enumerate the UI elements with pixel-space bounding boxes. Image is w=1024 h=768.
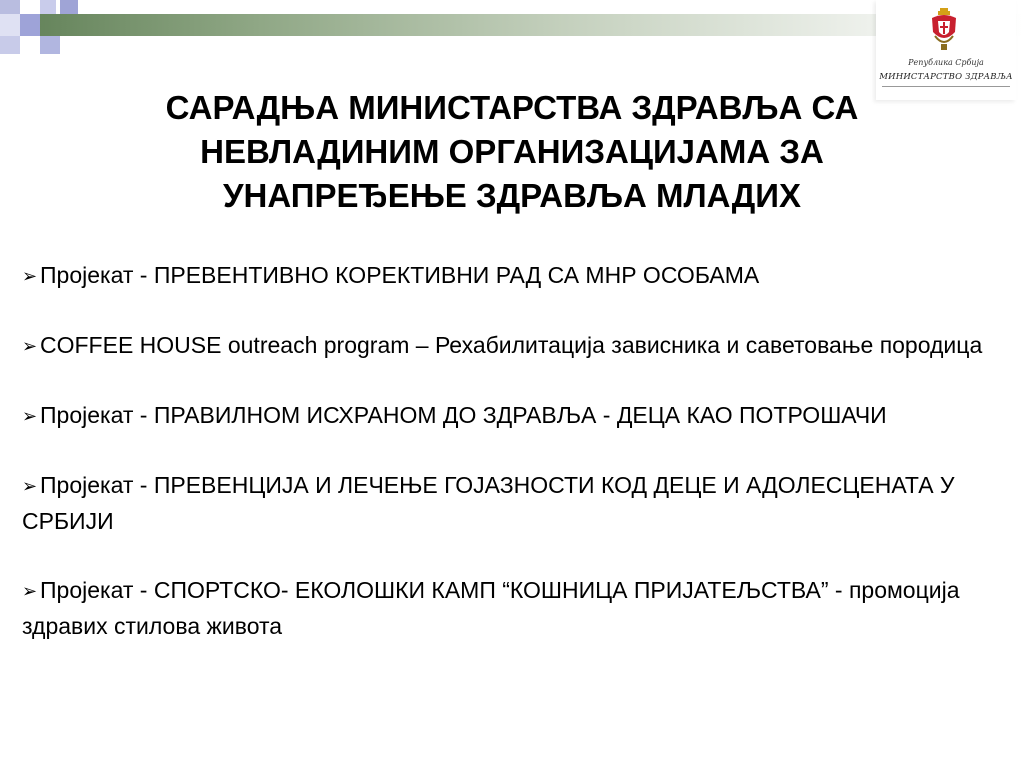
arrow-bullet-icon: ➢ [22, 266, 38, 286]
bullet-text: COFFEE HOUSE outreach program – Рехабилитација зависника и саветовање породица [40, 332, 983, 358]
title-line: УНАПРЕЂЕЊЕ ЗДРАВЉА МЛАДИХ [223, 177, 801, 214]
checker-square [0, 0, 20, 14]
logo-country-label: Република Србија [908, 58, 984, 67]
slide-title [40, 86, 984, 218]
logo-ministry-label: МИНИСТАРСТВО ЗДРАВЉА [879, 72, 1013, 82]
arrow-bullet-icon: ➢ [22, 581, 38, 601]
ministry-logo [876, 0, 1016, 100]
serbian-coat-of-arms-icon [929, 8, 959, 52]
checker-square [0, 36, 20, 54]
bullet-list [22, 258, 1002, 644]
checker-square [0, 14, 20, 36]
list-item [22, 573, 1002, 644]
bullet-text: Пројекат - ПРЕВЕНТИВНО КОРЕКТИВНИ РАД СА МНР ОСОБАМА [40, 262, 760, 288]
checker-square [40, 36, 60, 54]
list-item [22, 468, 1002, 539]
title-line: НЕВЛАДИНИМ ОРГАНИЗАЦИЈАМА ЗА [200, 133, 824, 170]
decorative-top-band [0, 14, 1024, 36]
arrow-bullet-icon: ➢ [22, 336, 38, 356]
bullet-text: Пројекат - СПОРТСКО- ЕКОЛОШКИ КАМП “КОШНИЦА ПРИЈАТЕЉСТВА” - промоција здравих стилова живота [22, 577, 960, 639]
decorative-checker-squares [0, 0, 80, 60]
checker-square [40, 0, 56, 14]
list-item [22, 398, 1002, 434]
list-item [22, 258, 1002, 294]
title-line: САРАДЊА МИНИСТАРСТВА ЗДРАВЉА СА [165, 89, 859, 126]
checker-square [20, 14, 40, 36]
bullet-text: Пројекат - ПРАВИЛНОМ ИСХРАНОМ ДО ЗДРАВЉА - ДЕЦА КАО ПОТРОШАЧИ [40, 402, 887, 428]
checker-square [60, 0, 78, 14]
arrow-bullet-icon: ➢ [22, 476, 38, 496]
list-item [22, 328, 1002, 364]
bullet-text: Пројекат - ПРЕВЕНЦИЈА И ЛЕЧЕЊЕ ГОЈАЗНОСТИ КОД ДЕЦЕ И АДОЛЕСЦЕНАТА У СРБИЈИ [22, 472, 955, 534]
arrow-bullet-icon: ➢ [22, 406, 38, 426]
